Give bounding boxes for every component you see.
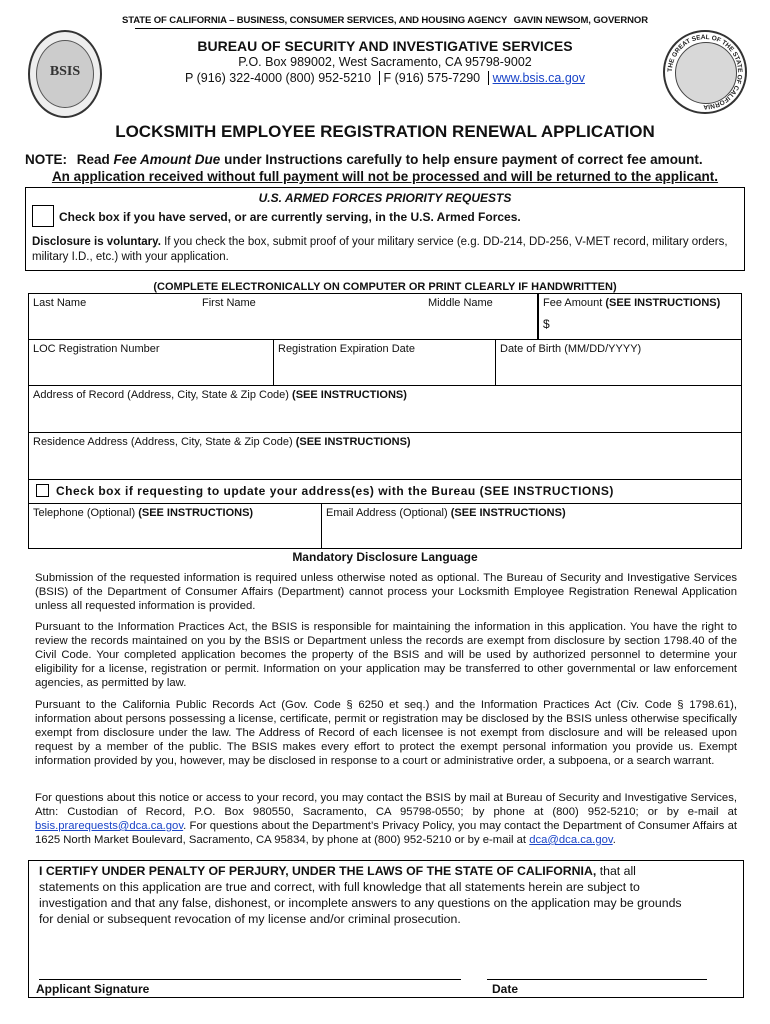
last-name-label: Last Name — [33, 297, 87, 309]
seal-text-ring — [665, 32, 745, 112]
first-name-field[interactable] — [198, 293, 424, 340]
bureau-contacts — [120, 71, 650, 85]
bureau-website-link[interactable]: www.bsis.ca.gov — [492, 71, 585, 85]
address-of-record-field[interactable] — [28, 386, 742, 433]
update-address-text: Check box if requesting to update your address(es) with the Bureau — [56, 484, 476, 498]
expiration-field[interactable] — [274, 340, 496, 386]
armed-forces-checkbox-label: Check box if you have served, or are currently serving, in the U.S. Armed Forces. — [59, 210, 521, 224]
fee-amount-field[interactable] — [538, 293, 742, 340]
svg-text:THE GREAT SEAL OF THE STATE OF: THE GREAT SEAL OF THE STATE OF CALIFORNIA — [666, 33, 744, 111]
california-seal — [663, 30, 747, 114]
update-address-note: (SEE INSTRUCTIONS) — [479, 484, 614, 498]
disclosure-voluntary-text: If you check the box, submit proof of your military service (e.g. DD-214, DD-256, V-MET record, military orders, military I.D., etc.) with your application. — [32, 236, 728, 263]
loc-number-label: LOC Registration Number — [33, 343, 160, 355]
disclosure-heading: Mandatory Disclosure Language — [292, 550, 478, 564]
armed-forces-heading: U.S. ARMED FORCES PRIORITY REQUESTS — [258, 191, 512, 205]
bureau-name: BUREAU OF SECURITY AND INVESTIGATIVE SERVICES — [197, 38, 573, 54]
loc-number-field[interactable] — [28, 340, 274, 386]
telephone-note: (SEE INSTRUCTIONS) — [138, 507, 254, 519]
update-address-label — [56, 484, 614, 498]
page-title: LOCKSMITH EMPLOYEE REGISTRATION RENEWAL APPLICATION — [115, 122, 655, 141]
signature-label: Applicant Signature — [36, 982, 150, 996]
state-line: STATE OF CALIFORNIA – BUSINESS, CONSUMER SERVICES, AND HOUSING AGENCY — [122, 15, 508, 26]
note-text-b: under Instructions carefully to help ensure payment of correct fee amount. — [224, 152, 703, 167]
disclosure-p4-b: . For questions about the Department’s Privacy Policy, you may contact the Department of Consumer Affairs at 1625 North Market Boulevard, Sacramento, CA 95834, by phone at (800) 952-5210 or by e-mail at — [35, 820, 737, 846]
disclosure-p4-a: For questions about this notice or access to your record, you may contact the BSIS by mail at Bureau of Security and Investigative Services, Attn: Custodian of Record, P.O. Box 980550, Sacramento, CA 95798-0550; by phone at (800) 952-5210; or by e-mail at — [35, 792, 737, 818]
note-text-a: Read — [76, 152, 110, 167]
header-rule — [135, 28, 580, 29]
address-of-record-label: Address of Record (Address, City, State & Zip Code) — [33, 389, 289, 401]
dob-field[interactable] — [496, 340, 742, 386]
disclosure-voluntary-label: Disclosure is voluntary. — [32, 236, 161, 248]
bureau-phones: P (916) 322-4000 (800) 952-5210 — [185, 71, 372, 85]
note-label: NOTE: — [25, 152, 67, 167]
signature-line[interactable] — [39, 979, 461, 980]
armed-forces-section — [25, 187, 745, 271]
certification-text — [39, 863, 699, 927]
residence-address-field[interactable] — [28, 433, 742, 480]
telephone-label: Telephone (Optional) — [33, 507, 136, 519]
applicant-form — [28, 293, 742, 549]
fee-amount-note: (SEE INSTRUCTIONS) — [605, 297, 721, 309]
certification-bold: I CERTIFY UNDER PENALTY OF PERJURY, UNDER THE LAWS OF THE STATE OF CALIFORNIA, — [39, 864, 597, 878]
bsis-logo-text: BSIS — [49, 64, 81, 79]
fee-amount-label: Fee Amount — [543, 297, 603, 309]
certification-body: that all statements on this application are true and correct, with full knowledge that all statements herein are subject to investigation and that any false, dishonest, or incomplete answers to any questions on the application may be grounds for denial or subsequent revocation of my license and/or criminal prosecution. — [39, 864, 682, 926]
agency-header — [0, 15, 770, 26]
fee-note — [25, 152, 703, 167]
note-text-italic: Fee Amount Due — [113, 152, 221, 167]
bureau-fax: F (916) 575-7290 — [383, 71, 481, 85]
telephone-field[interactable] — [28, 504, 322, 549]
expiration-label: Registration Expiration Date — [278, 343, 415, 355]
bsis-logo — [28, 30, 102, 118]
armed-forces-disclosure — [32, 235, 732, 265]
residence-address-note: (SEE INSTRUCTIONS) — [295, 436, 411, 448]
dob-label: Date of Birth (MM/DD/YYYY) — [500, 343, 642, 355]
last-name-field[interactable] — [28, 293, 198, 340]
dollar-sign: $ — [543, 317, 550, 331]
armed-forces-checkbox[interactable] — [32, 205, 54, 227]
first-name-label: First Name — [202, 297, 256, 309]
email-note: (SEE INSTRUCTIONS) — [450, 507, 566, 519]
dca-email-link[interactable]: dca@dca.ca.gov — [529, 834, 613, 846]
middle-name-label: Middle Name — [428, 297, 493, 309]
disclosure-p1: Submission of the requested information is required unless otherwise noted as optional. The Bureau of Security and Investigative Services (BSIS) of the Department of Consumer Affairs (Department) cannot process your Locksmith Employee Registration Renewal Application unless all requested information is provided. — [35, 572, 737, 612]
disclosure-p4-c: . — [612, 834, 616, 846]
bsis-email-link[interactable]: bsis.prarequests@dca.ca.gov — [35, 820, 184, 832]
governor-line: GAVIN NEWSOM, GOVERNOR — [513, 15, 648, 26]
disclosure-p2: Pursuant to the Information Practices Act, the BSIS is responsible for maintaining the information in this application. You have the right to review the records maintained on you by the BSIS or Department unless the records are exempt from disclosure by section 1798.40 of the Civil Code. Your completed application becomes the property of the BSIS and will be used by authorized personnel to determine your eligibility for a license, registration or permit. Information on your application may be transferred to other governmental or law enforcement agencies, as permitted by law. — [35, 621, 737, 689]
disclosure-p4 — [35, 791, 737, 847]
address-of-record-note: (SEE INSTRUCTIONS) — [292, 389, 407, 401]
residence-address-label: Residence Address (Address, City, State & Zip Code) — [33, 436, 293, 448]
date-label: Date — [492, 982, 519, 996]
middle-name-field[interactable] — [424, 293, 538, 340]
email-field[interactable] — [322, 504, 742, 549]
date-line[interactable] — [487, 979, 707, 980]
update-address-checkbox[interactable] — [36, 484, 49, 497]
disclosure-p3: Pursuant to the California Public Records Act (Gov. Code § 6250 et seq.) and the Information Practices Act (Civ. Code § 1798.61), information about persons possessing a license, certificate, permit or registration may be disclosed by the BSIS unless otherwise specifically exempt from disclosure under the law. The Address of Record of each licensee is not exempt from disclosure and will be released upon request by a member of the public. The BSIS makes every effort to protect the exempt personal information you provide us. Exempt information provided by you, however, may be disclosed in response to a court or administrative order, a subpoena, or a search warrant. — [35, 699, 737, 767]
update-address-row — [28, 480, 742, 504]
fee-warning: An application received without full payment will not be processed and will be returned to the applicant. — [51, 169, 719, 184]
form-instruction: (COMPLETE ELECTRONICALLY ON COMPUTER OR PRINT CLEARLY IF HANDWRITTEN) — [153, 281, 617, 293]
bureau-address: P.O. Box 989002, West Sacramento, CA 95798-9002 — [238, 55, 532, 69]
certification-section — [28, 860, 744, 998]
email-label: Email Address (Optional) — [326, 507, 448, 519]
